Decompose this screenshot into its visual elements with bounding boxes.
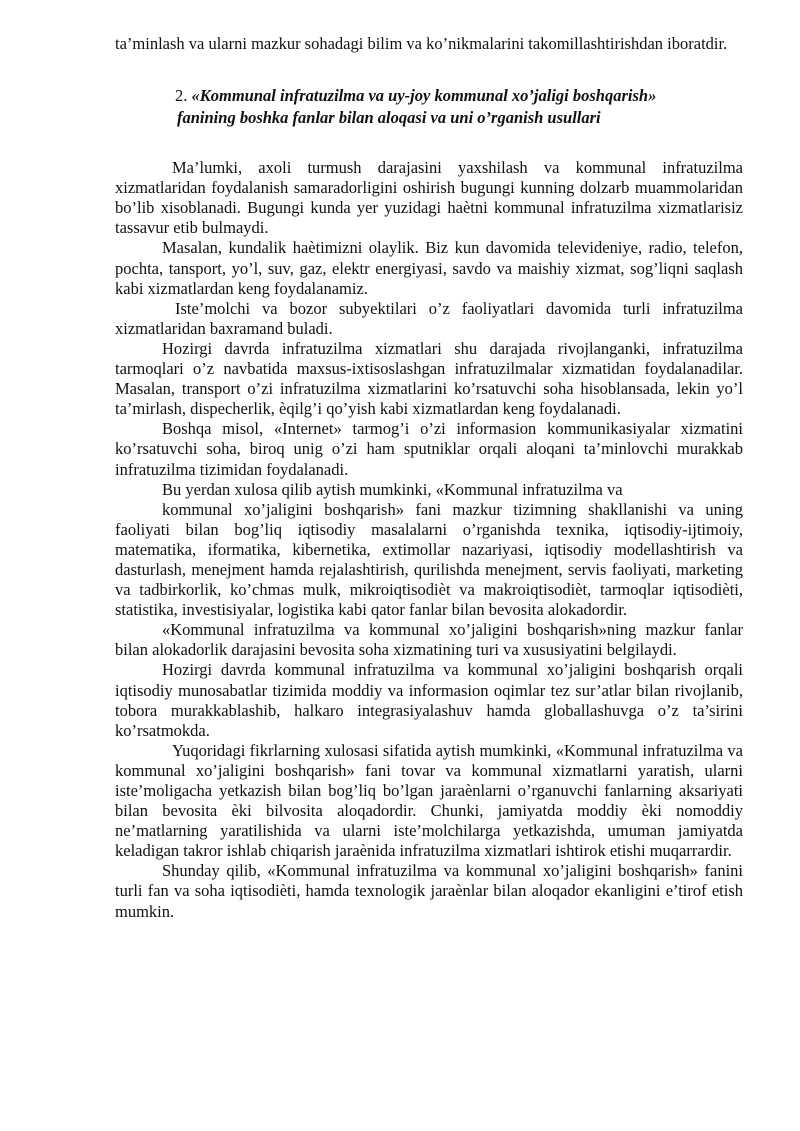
body-paragraph: Hozirgi davrda kommunal infratuzilma va kommunal xo’jaligini boshqarish orqali iqtisodiy munosabatlar tizimida moddiy va informasion oqimlar tez sur’atlar bilan rivojlanib, tobora murakkablashib, halkaro integrasiyalashuv hamda globallashuvga o’z ta’sirini ko’rsatmokda. [115,660,743,740]
intro-paragraph: ta’minlash va ularni mazkur sohadagi bilim va ko’nikmalarini takomillashtirishdan iboratdir. [115,34,728,53]
body-paragraph: Masalan, kundalik haètimizni olaylik. Biz kun davomida televideniye, radio, telefon, pochta, tansport, yo’l, suv, gaz, elektr energiyasi, savdo va maishiy xizmat, sog’liqni saqlash kabi xizmatlardan keng foydalanamiz. [115,238,743,298]
body-paragraph: Hozirgi davrda infratuzilma xizmatlari shu darajada rivojlanganki, infratuzilma tarmoqlari o’z navbatida maxsus-ixtisoslashgan infratuzilmalar xizmatidan foydalanadilar. Masalan, transport o’zi infratuzilma xizmatlarini ko’rsatuvchi soha hisoblansada, lekin yo’l ta’mirlash, dispecherlik, èqilg’i qo’yish kabi xizmatlardan keng foydalanadi. [115,338,743,419]
section-heading [115,85,743,129]
section-number: 2. [175,86,188,106]
body-paragraph: Bu yerdan xulosa qilib aytish mumkinki, «Kommunal infratuzilma va [162,479,623,499]
body-paragraph: Iste’molchi va bozor subyektilari o’z faoliyatlari davomida turli infratuzilma xizmatlaridan baxramand buladi. [115,298,743,338]
section-title-line-1: «Kommunal infratuzilma va uy-joy kommunal xo’jaligi boshqarish» [191,86,657,106]
body-paragraph: Yuqoridagi fikrlarning xulosasi sifatida aytish mumkinki, «Kommunal infratuzilma va kommunal xo’jaligini boshqarish» fani tovar va kommunal xizmatlarni yaratish, ularni iste’moligacha yetkazish bilan bog’liq bo’lgan jaraènlarni o’rganuvchi fanlarning aksariyati bilan bevosita èki bilvosita aloqadordir. Chunki, jamiyatda moddiy èki nomoddiy ne’matlarning yaratilishida va ularni iste’molchilarga yetkazishda, umuman jamiyatda keladigan takror ishlab chiqarish jaraènida infratuzilma xizmatlari ishtirok etishi muqarrardir. [115,740,743,861]
body-paragraph: Shunday qilib, «Kommunal infratuzilma va kommunal xo’jaligini boshqarish» fanini turli fan va soha iqtisodièti, hamda texnologik jaraènlar bilan aloqador ekanligini e’tirof etish mumkin. [115,861,743,921]
document-page [115,34,743,922]
body-paragraph: Boshqa misol, «Internet» tarmog’i o’zi informasion kommunikasiyalar xizmatini ko’rsatuvchi soha, biroq unig o’zi ham sputniklar orqali aloqani ta’minlovchi murakkab infratuzilma tizimidan foydalanadi. [115,419,743,479]
body-paragraph: kommunal xo’jaligini boshqarish» fani mazkur tizimning shakllanishi va uning faoliyati bilan bog’liq iqtisodiy masalalarni o’rganishda texnika, iqtisodiy-ijtimoiy, matematika, iformatika, kibernetika, extimollar nazariyasi, iqtisodiy modellashtirish va dasturlash, menejment hamda rejalashtirish, qurilishda menejment, servis faoliyati, marketing va tadbirkorlik, ko’chmas mulk, mikroiqtisodièt va makroiqtisodièt, tarmoqlar iqtisodièti, statistika, investisiyalar, logistika kabi qator fanlar bilan bevosita alokadordir. [115,499,743,620]
body-paragraph: Ma’lumki, axoli turmush darajasini yaxshilash va kommunal infratuzilma xizmatlaridan foydalanish samaradorligini oshirish bugungi kunning dolzarb muammolaridan bo’lib xisoblanadi. Bugungi kunda yer yuzidagi haètni kommunal infratuzilma xizmatlarisiz tassavur etib bulmaydi. [115,158,743,238]
section-title-line-2: fanining boshka fanlar bilan aloqasi va uni o’rganish usullari [177,108,601,128]
body-paragraph: «Kommunal infratuzilma va kommunal xo’jaligini boshqarish»ning mazkur fanlar bilan alokadorlik darajasini bevosita soha xizmatining turi va xususiyatini belgilaydi. [115,620,743,660]
